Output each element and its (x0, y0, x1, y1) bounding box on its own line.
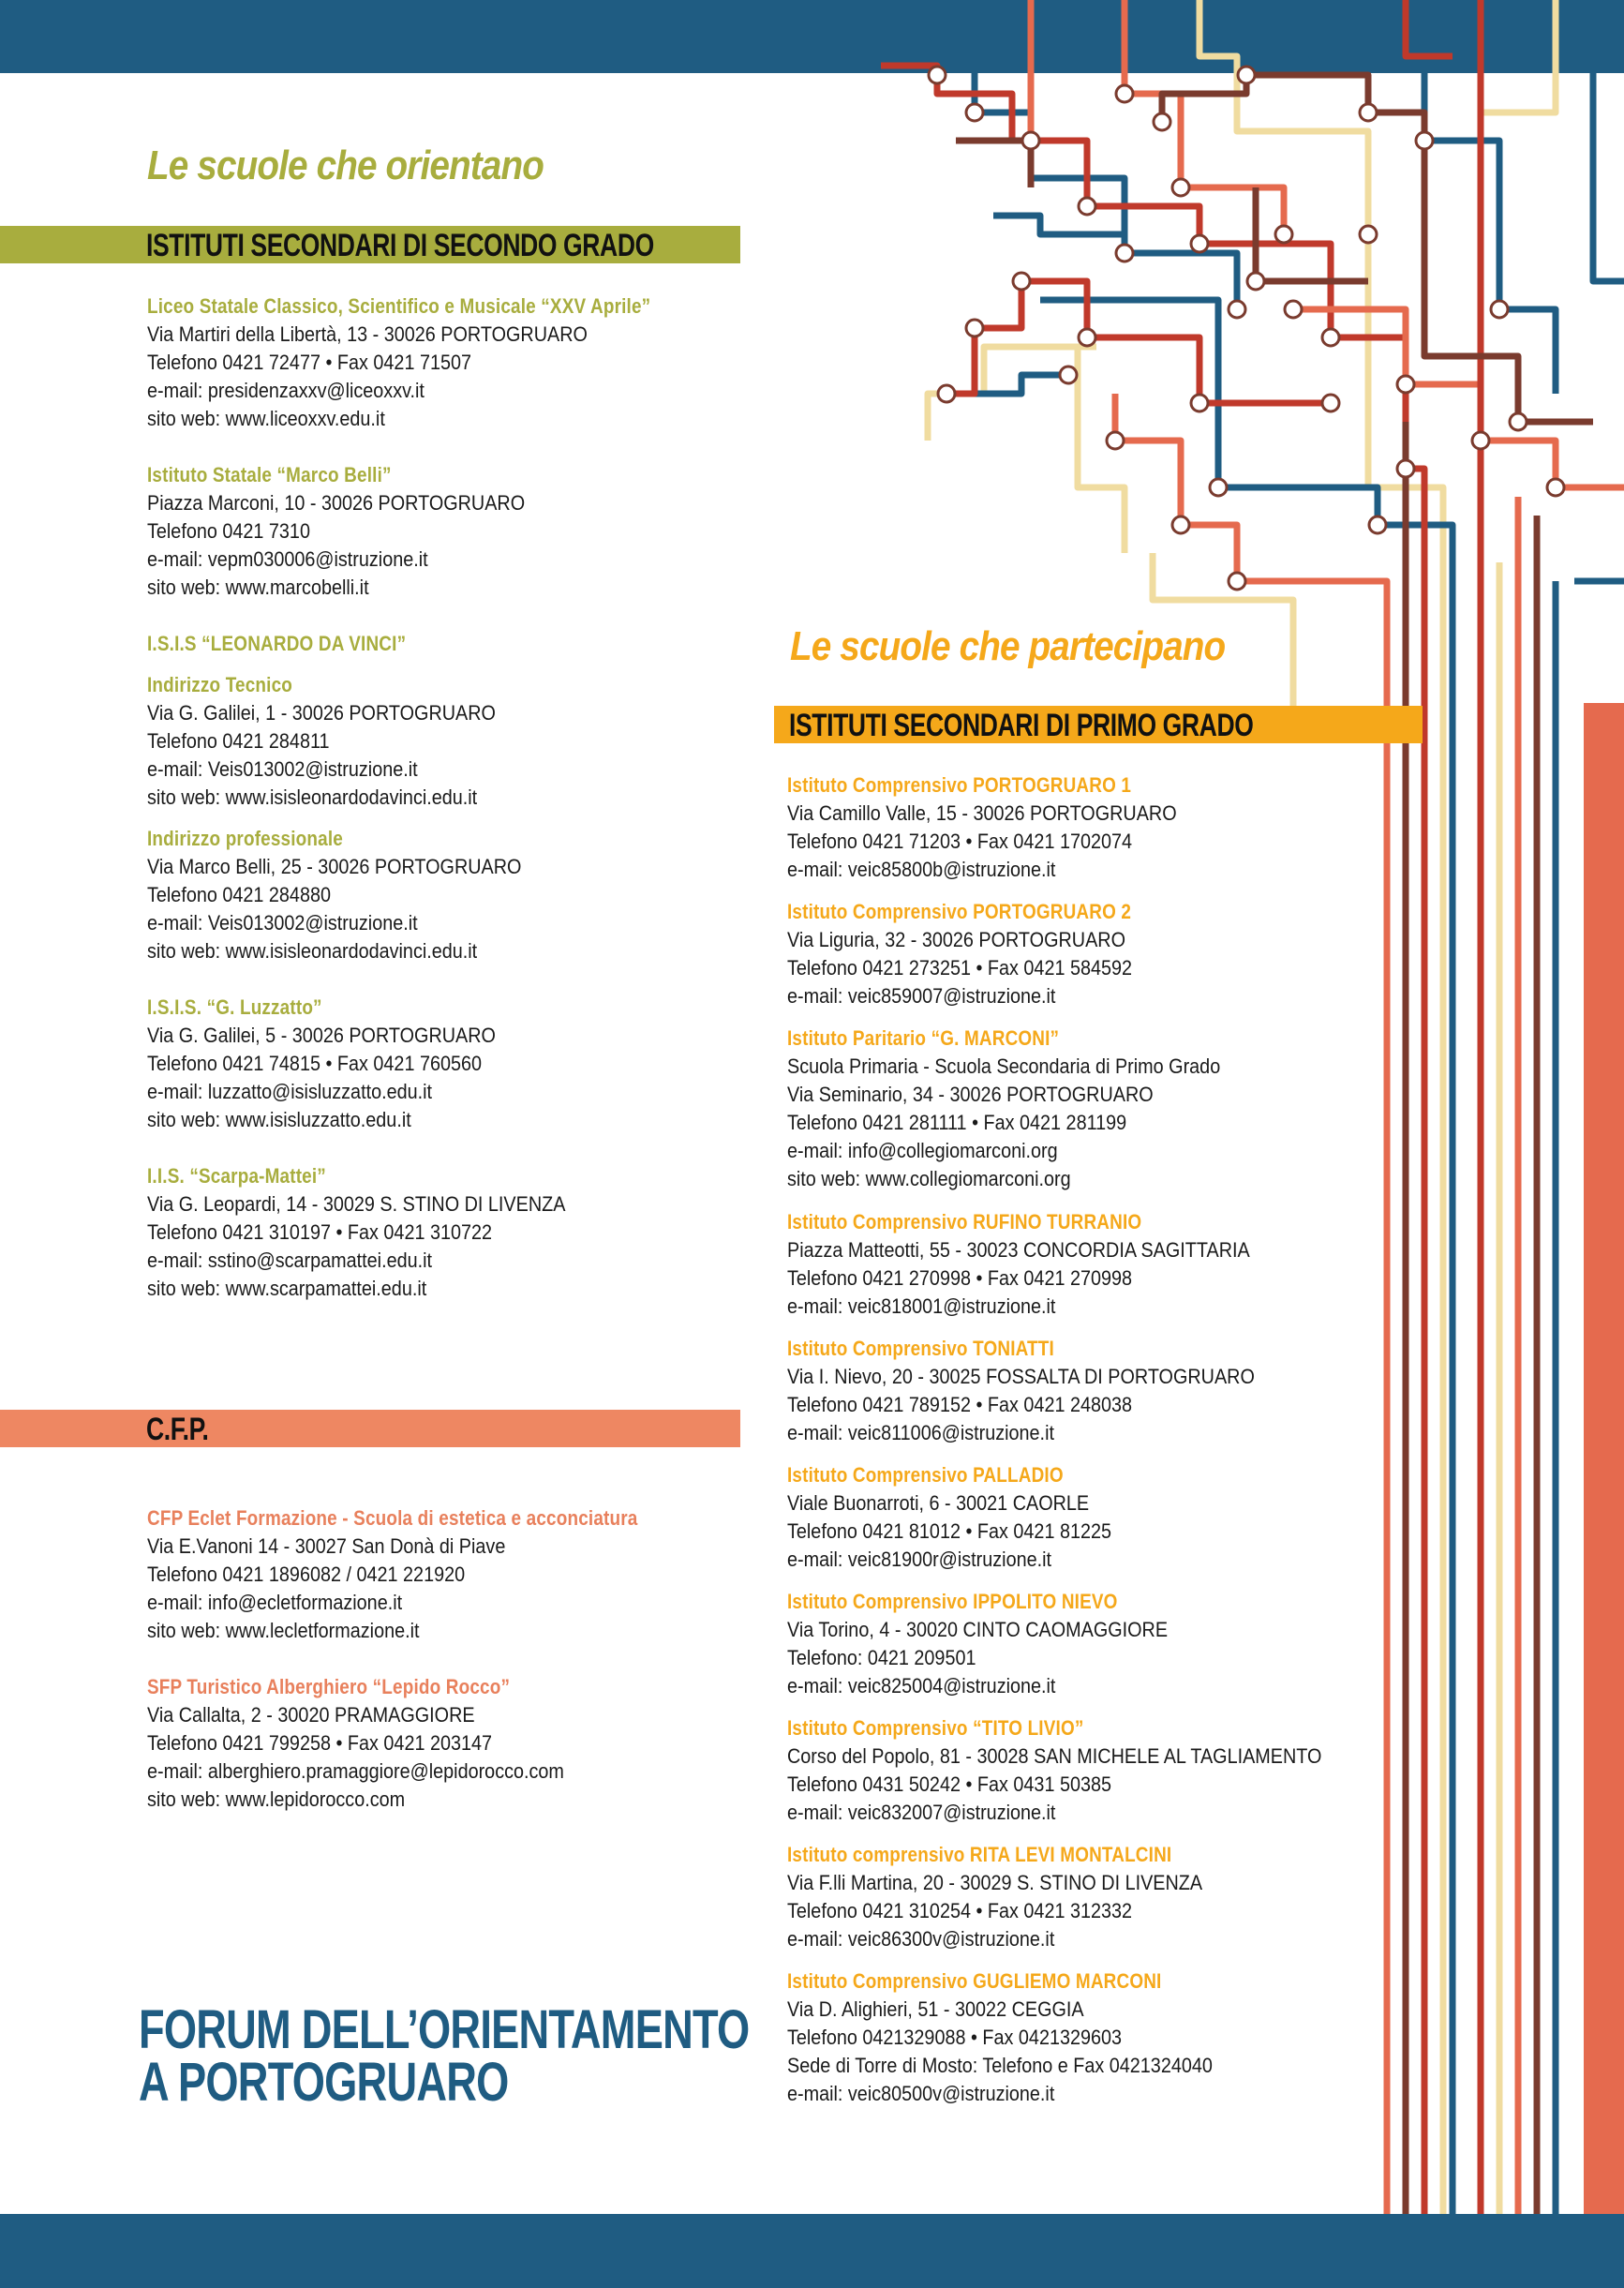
school-name: Istituto Comprensivo GUGLIEMO MARCONI (787, 1969, 1162, 1993)
school-website[interactable]: sito web: www.isisluzzatto.edu.it (147, 1108, 411, 1131)
school-email[interactable]: e-mail: luzzatto@isisluzzatto.edu.it (147, 1080, 433, 1103)
school-address: Via Liguria, 32 - 30026 PORTOGRUARO (787, 928, 1125, 951)
school-entry (787, 1588, 1210, 1700)
cfp-email[interactable]: e-mail: info@ecletformazione.it (147, 1591, 403, 1614)
school-entry (787, 1335, 1306, 1447)
forum-title (139, 1999, 750, 2113)
school-phone: Telefono 0421 273251 • Fax 0421 584592 (787, 956, 1133, 980)
school-phone: Telefono 0421 7310 (147, 519, 310, 543)
school-phone: Telefono 0421 310254 • Fax 0421 312332 (787, 1899, 1133, 1922)
school-address: Piazza Marconi, 10 - 30026 PORTOGRUARO (147, 491, 526, 515)
cfp-website[interactable]: sito web: www.lecletformazione.it (147, 1619, 420, 1642)
school-entry (147, 671, 534, 812)
school-email[interactable]: e-mail: veic86300v@istruzione.it (787, 1927, 1055, 1951)
cfp-entry (147, 1673, 610, 1814)
school-name: Istituto Paritario “G. MARCONI” (787, 1026, 1060, 1050)
school-name: Istituto comprensivo RITA LEVI MONTALCINI (787, 1843, 1172, 1866)
forum-title-line-2: A PORTOGRUARO (139, 2052, 509, 2113)
school-email[interactable]: e-mail: vepm030006@istruzione.it (147, 547, 428, 571)
school-address: Via Torino, 4 - 30020 CINTO CAOMAGGIORE (787, 1618, 1169, 1641)
school-name: Istituto Comprensivo “TITO LIVIO” (787, 1716, 1084, 1740)
school-name: Istituto Comprensivo IPPOLITO NIEVO (787, 1590, 1118, 1613)
school-email[interactable]: e-mail: veic85800b@istruzione.it (787, 858, 1056, 881)
school-address: Via I. Nievo, 20 - 30025 FOSSALTA DI PORTOGRUARO (787, 1365, 1255, 1388)
cfp-name: SFP Turistico Alberghiero “Lepido Rocco” (147, 1675, 511, 1698)
school-address: Via Martiri della Libertà, 13 - 30026 PORTOGRUARO (147, 322, 588, 346)
school-subtitle: Scuola Primaria - Scuola Secondaria di Primo Grado (787, 1054, 1221, 1078)
school-entry (787, 1714, 1381, 1827)
cfp-band (0, 1410, 740, 1447)
school-website[interactable]: sito web: www.isisleonardodavinci.edu.it (147, 785, 478, 809)
school-phone: Telefono 0421 74815 • Fax 0421 760560 (147, 1052, 483, 1075)
right-stripe-decoration (1584, 703, 1624, 2214)
school-email[interactable]: e-mail: veic825004@istruzione.it (787, 1674, 1056, 1697)
school-name: I.S.I.S “LEONARDO DA VINCI” (147, 632, 407, 655)
school-email[interactable]: e-mail: veic859007@istruzione.it (787, 984, 1056, 1008)
school-branch-name: Indirizzo professionale (147, 827, 343, 850)
school-branch-phone: Sede di Torre di Mosto: Telefono e Fax 0421324040 (787, 2054, 1213, 2077)
school-phone: Telefono 0421 284880 (147, 883, 331, 906)
school-email[interactable]: e-mail: veic811006@istruzione.it (787, 1421, 1054, 1444)
school-website[interactable]: sito web: www.isisleonardodavinci.edu.it (147, 939, 478, 963)
school-website[interactable]: sito web: www.marcobelli.it (147, 576, 369, 599)
secondary-second-grade-band (0, 226, 740, 263)
school-address: Via F.lli Martina, 20 - 30029 S. STINO DI LIVENZA (787, 1871, 1203, 1894)
school-address: Via G. Galilei, 1 - 30026 PORTOGRUARO (147, 701, 496, 725)
cfp-name: CFP Eclet Formazione - Scuola di estetica e acconciatura (147, 1506, 638, 1530)
school-email[interactable]: e-mail: Veis013002@istruzione.it (147, 757, 418, 781)
school-entry (787, 1967, 1259, 2108)
school-name: I.S.I.S. “G. Luzzatto” (147, 995, 322, 1019)
school-entry (787, 1024, 1269, 1193)
school-entry (147, 825, 563, 965)
school-website[interactable]: sito web: www.collegiomarconi.org (787, 1167, 1071, 1190)
forum-title-line-1: FORUM DELL’ORIENTAMENTO (139, 1999, 750, 2060)
school-address: Via G. Leopardi, 14 - 30029 S. STINO DI LIVENZA (147, 1192, 566, 1216)
school-name: Istituto Comprensivo PORTOGRUARO 2 (787, 900, 1132, 923)
school-name: Istituto Comprensivo PALLADIO (787, 1463, 1064, 1487)
school-entry (147, 292, 733, 433)
cfp-address: Via E.Vanoni 14 - 30027 San Donà di Piave (147, 1534, 506, 1558)
cfp-website[interactable]: sito web: www.lepidorocco.com (147, 1787, 406, 1811)
bottom-banner (0, 2214, 1624, 2288)
school-entry (147, 461, 567, 602)
school-website[interactable]: sito web: www.liceoxxv.edu.it (147, 407, 385, 430)
school-phone: Telefono 0421 270998 • Fax 0421 270998 (787, 1266, 1133, 1290)
school-entry (147, 630, 448, 658)
school-address: Via G. Galilei, 5 - 30026 PORTOGRUARO (147, 1024, 496, 1047)
school-email[interactable]: e-mail: veic80500v@istruzione.it (787, 2082, 1055, 2105)
school-email[interactable]: e-mail: veic832007@istruzione.it (787, 1801, 1056, 1824)
school-name: Istituto Comprensivo TONIATTI (787, 1337, 1054, 1360)
school-name: Liceo Statale Classico, Scientifico e Musicale “XXV Aprile” (147, 294, 651, 318)
school-entry (147, 994, 534, 1134)
school-email[interactable]: e-mail: sstino@scarpamattei.edu.it (147, 1249, 433, 1272)
school-phone: Telefono 0421 284811 (147, 729, 330, 753)
school-name: Istituto Statale “Marco Belli” (147, 463, 392, 486)
school-phone: Telefono 0421 72477 • Fax 0421 71507 (147, 351, 472, 374)
school-entry (787, 1208, 1302, 1321)
school-address: Corso del Popolo, 81 - 30028 SAN MICHELE AL TAGLIAMENTO (787, 1744, 1322, 1768)
school-phone: Telefono 0421 281111 • Fax 0421 281199 (787, 1111, 1127, 1134)
school-phone: Telefono 0421329088 • Fax 0421329603 (787, 2026, 1123, 2049)
cfp-email[interactable]: e-mail: alberghiero.pramaggiore@lepidorocco.com (147, 1759, 564, 1783)
band-title: ISTITUTI SECONDARI DI PRIMO GRADO (789, 708, 1254, 743)
school-phone: Telefono 0421 81012 • Fax 0421 81225 (787, 1519, 1112, 1543)
school-entry (787, 1461, 1147, 1574)
school-branch-name: Indirizzo Tecnico (147, 673, 293, 696)
right-section-heading: Le scuole che partecipano (790, 623, 1226, 669)
school-entry (147, 1162, 612, 1303)
school-email[interactable]: e-mail: presidenzaxxv@liceoxxv.it (147, 379, 425, 402)
school-name: Istituto Comprensivo PORTOGRUARO 1 (787, 773, 1132, 797)
school-name: I.I.S. “Scarpa-Mattei” (147, 1164, 326, 1188)
school-phone: Telefono: 0421 209501 (787, 1646, 976, 1669)
cfp-address: Via Callalta, 2 - 30020 PRAMAGGIORE (147, 1703, 475, 1727)
school-entry (787, 1841, 1248, 1953)
band-title: ISTITUTI SECONDARI DI SECONDO GRADO (146, 228, 654, 263)
left-section-heading: Le scuole che orientano (147, 142, 544, 188)
school-phone: Telefono 0421 71203 • Fax 0421 1702074 (787, 830, 1133, 853)
school-address: Via Seminario, 34 - 30026 PORTOGRUARO (787, 1083, 1154, 1106)
school-email[interactable]: e-mail: info@collegiomarconi.org (787, 1139, 1058, 1162)
school-email[interactable]: e-mail: veic81900r@istruzione.it (787, 1548, 1052, 1571)
school-name: Istituto Comprensivo RUFINO TURRANIO (787, 1210, 1142, 1234)
school-address: Via Marco Belli, 25 - 30026 PORTOGRUARO (147, 855, 522, 878)
school-phone: Telefono 0431 50242 • Fax 0431 50385 (787, 1772, 1112, 1796)
cfp-phone: Telefono 0421 799258 • Fax 0421 203147 (147, 1731, 493, 1755)
secondary-first-grade-band (774, 706, 1423, 743)
school-address: Via D. Alighieri, 51 - 30022 CEGGIA (787, 1997, 1084, 2021)
school-email[interactable]: e-mail: Veis013002@istruzione.it (147, 911, 418, 935)
school-address: Piazza Matteotti, 55 - 30023 CONCORDIA SAGITTARIA (787, 1238, 1250, 1262)
school-phone: Telefono 0421 310197 • Fax 0421 310722 (147, 1220, 493, 1244)
cfp-phone: Telefono 0421 1896082 / 0421 221920 (147, 1563, 466, 1586)
school-entry (787, 771, 1220, 884)
school-address: Viale Buonarroti, 6 - 30021 CAORLE (787, 1491, 1090, 1515)
cfp-entry (147, 1504, 718, 1645)
school-entry (787, 898, 1187, 1010)
school-website[interactable]: sito web: www.scarpamattei.edu.it (147, 1277, 427, 1300)
school-address: Via Camillo Valle, 15 - 30026 PORTOGRUARO (787, 801, 1177, 825)
school-email[interactable]: e-mail: veic818001@istruzione.it (787, 1294, 1056, 1318)
band-title: C.F.P. (146, 1412, 209, 1447)
school-phone: Telefono 0421 789152 • Fax 0421 248038 (787, 1393, 1133, 1416)
